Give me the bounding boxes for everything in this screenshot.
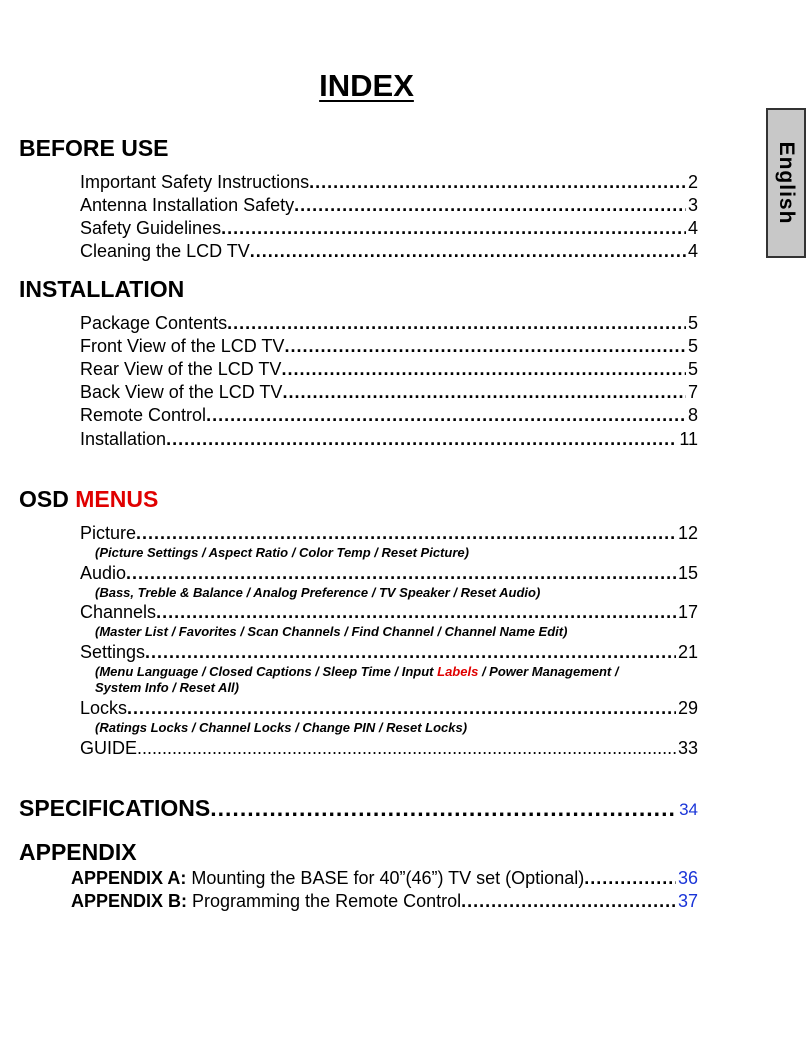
toc-entry-page: 2 [687,172,698,192]
dot-leader [137,737,676,759]
dot-leader [294,194,686,216]
toc-subentry-picture: (Picture Settings / Aspect Ratio / Color Temp / Reset Picture) [95,545,469,560]
toc-entry-page: 4 [687,218,698,238]
dot-leader [136,522,676,544]
toc-entry-page: 37 [677,891,698,911]
appendix-prefix: APPENDIX A: [71,868,187,888]
dot-leader [309,171,686,193]
toc-entry-safety-guidelines[interactable] [80,217,698,239]
toc-entry-picture[interactable] [80,522,698,544]
language-tab-label: English [775,141,798,225]
dot-leader [227,312,686,334]
toc-entry-label [71,867,584,889]
dot-leader [250,240,686,262]
toc-entry-label: Settings [80,642,146,662]
dot-leader [461,890,676,912]
section-heading-installation: INSTALLATION [19,276,185,302]
toc-entry-page: 36 [677,868,698,888]
section-heading-osd-menus [19,486,158,512]
toc-entry-antenna-safety[interactable] [80,194,698,216]
toc-entry-label: Safety Guidelines [80,218,222,238]
toc-entry-page: 15 [677,563,698,583]
toc-entry-label: Audio [80,563,127,583]
toc-entry-audio[interactable] [80,562,698,584]
toc-entry-page: 29 [677,698,698,718]
toc-entry-page: 5 [687,336,698,356]
toc-entry-specifications[interactable] [19,794,698,822]
toc-entry-page: 12 [677,523,698,543]
dot-leader [127,697,676,719]
toc-entry-label: Antenna Installation Safety [80,195,295,215]
dot-leader [221,217,686,239]
appendix-title: Programming the Remote Control [187,891,462,911]
dot-leader [145,641,676,663]
toc-subentry-settings [95,664,618,680]
toc-entry-package-contents[interactable] [80,312,698,334]
toc-entry-page: 3 [687,195,698,215]
section-heading-menus: MENUS [75,486,159,512]
toc-entry-page: 21 [677,642,698,662]
toc-entry-label: Back View of the LCD TV [80,382,283,402]
section-heading-appendix: APPENDIX [19,839,137,865]
toc-subentry-text: / Power Management / [478,664,619,679]
toc-entry-settings[interactable] [80,641,698,663]
toc-entry-channels[interactable] [80,601,698,623]
toc-entry-guide[interactable] [80,737,698,759]
section-heading-osd: OSD [19,486,69,512]
dot-leader [206,404,686,426]
toc-subentry-audio: (Bass, Treble & Balance / Analog Preference / TV Speaker / Reset Audio) [95,585,541,600]
toc-entry-label: GUIDE [80,738,138,758]
section-heading-specifications: SPECIFICATIONS [19,795,211,821]
toc-entry-label: Locks [80,698,128,718]
toc-entry-label: Picture [80,523,137,543]
appendix-title: Mounting the BASE for 40”(46”) TV set (Optional) [186,868,585,888]
appendix-prefix: APPENDIX B: [71,891,188,911]
toc-entry-appendix-a[interactable] [71,867,698,889]
toc-entry-label: Channels [80,602,157,622]
toc-entry-locks[interactable] [80,697,698,719]
toc-entry-label: Installation [80,429,167,449]
toc-entry-page: 5 [687,313,698,333]
toc-entry-label: Cleaning the LCD TV [80,241,250,261]
toc-subentry-channels: (Master List / Favorites / Scan Channels / Find Channel / Channel Name Edit) [95,624,568,639]
toc-entry-label: Remote Control [80,405,207,425]
toc-entry-page: 17 [677,602,698,622]
language-tab [766,108,806,258]
toc-entry-remote-control[interactable] [80,404,698,426]
dot-leader [210,794,677,822]
toc-entry-page: 4 [687,241,698,261]
toc-subentry-locks: (Ratings Locks / Channel Locks / Change PIN / Reset Locks) [95,720,468,735]
dot-leader [584,867,676,889]
toc-entry-page: 34 [679,800,698,819]
toc-entry-label [71,890,461,912]
toc-entry-page: 8 [687,405,698,425]
toc-entry-label: Important Safety Instructions [80,172,310,192]
toc-subentry-highlight: Labels [437,664,479,679]
toc-subentry-text: (Menu Language / Closed Captions / Sleep Time / Input [95,664,438,679]
toc-entry-label: Rear View of the LCD TV [80,359,282,379]
dot-leader [284,335,686,357]
toc-entry-page: 33 [677,738,698,758]
toc-entry-front-view[interactable] [80,335,698,357]
toc-entry-page: 11 [679,429,698,449]
dot-leader [166,428,677,450]
toc-entry-appendix-b[interactable] [71,890,698,912]
page-title: INDEX [319,68,414,103]
toc-entry-label: Package Contents [80,313,228,333]
section-heading-before-use: BEFORE USE [19,135,169,161]
toc-entry-important-safety[interactable] [80,171,698,193]
dot-leader [282,381,686,403]
dot-leader [126,562,676,584]
dot-leader [156,601,676,623]
toc-subentry-settings-line2: System Info / Reset All) [95,680,239,695]
toc-entry-page: 7 [687,382,698,402]
toc-entry-back-view[interactable] [80,381,698,403]
toc-entry-installation[interactable] [80,428,698,450]
toc-entry-label: Front View of the LCD TV [80,336,285,356]
dot-leader [281,358,686,380]
toc-entry-cleaning[interactable] [80,240,698,262]
toc-entry-rear-view[interactable] [80,358,698,380]
toc-entry-page: 5 [687,359,698,379]
